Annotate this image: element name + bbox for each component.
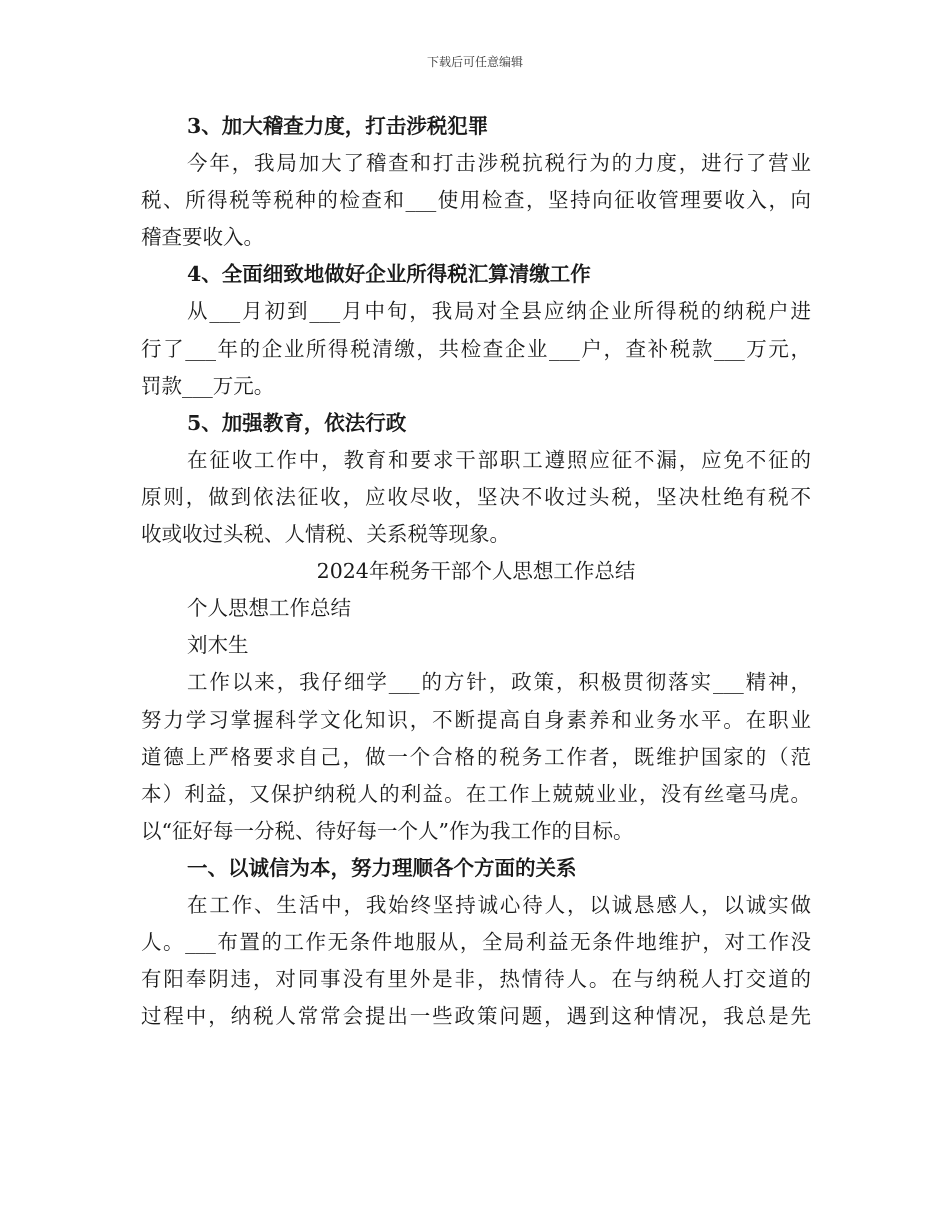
text-line: 有阳奉阴违，对同事没有里外是非，热情待人。在与纳税人打交道的 <box>141 967 811 992</box>
text-line: 稽查要收入。 <box>141 225 264 250</box>
text-line: 以“征好每一分税、待好每一个人”作为我工作的目标。 <box>141 818 634 843</box>
document-body <box>141 108 811 1035</box>
text-line: 从___月初到___月中旬，我局对全县应纳企业所得税的纳税户进 <box>187 299 811 324</box>
text-line: 今年，我局加大了稽查和打击涉税抗税行为的力度，进行了营业 <box>187 151 811 176</box>
text-line: 刘木生 <box>187 633 249 658</box>
text-line: 在工作、生活中，我始终坚持诚心待人，以诚恳感人，以诚实做 <box>187 892 811 917</box>
text-line: 原则，做到依法征收，应收尽收，坚决不收过头税，坚决杜绝有税不 <box>141 484 811 509</box>
text-line: 罚款___万元。 <box>141 373 275 398</box>
section-heading: 5、加强教育，依法行政 <box>187 410 407 435</box>
document-title: 2024年税务干部个人思想工作总结 <box>316 559 636 584</box>
section-heading: 4、全面细致地做好企业所得税汇算清缴工作 <box>187 262 591 287</box>
section-heading: 3、加大稽查力度，打击涉税犯罪 <box>187 114 489 138</box>
section-heading: 一、以诚信为本，努力理顺各个方面的关系 <box>187 855 577 880</box>
page-header: 下载后可任意编辑 <box>426 55 523 69</box>
text-line: 收或收过头税、人情税、关系税等现象。 <box>141 522 510 547</box>
text-line: 行了___年的企业所得税清缴，共检查企业___户，查补税款___万元， <box>141 336 811 361</box>
text-line: 道德上严格要求自己，做一个合格的税务工作者，既维护国家的（范 <box>141 744 811 769</box>
text-line: 个人思想工作总结 <box>187 596 351 621</box>
text-line: 人。___布置的工作无条件地服从，全局利益无条件地维护，对工作没 <box>141 930 811 955</box>
text-line: 在征收工作中，教育和要求干部职工遵照应征不漏，应免不征的 <box>187 447 811 472</box>
text-line: 本）利益，又保护纳税人的利益。在工作上兢兢业业，没有丝毫马虎。 <box>141 781 811 806</box>
text-line: 努力学习掌握科学文化知识，不断提高自身素养和业务水平。在职业 <box>141 707 811 732</box>
text-line: 过程中，纳税人常常会提出一些政策问题，遇到这种情况，我总是先 <box>141 1004 811 1029</box>
text-line: 税、所得税等税种的检查和___使用检查，坚持向征收管理要收入，向 <box>141 188 811 213</box>
text-line: 工作以来，我仔细学___的方针，政策，积极贯彻落实___精神， <box>187 670 811 695</box>
